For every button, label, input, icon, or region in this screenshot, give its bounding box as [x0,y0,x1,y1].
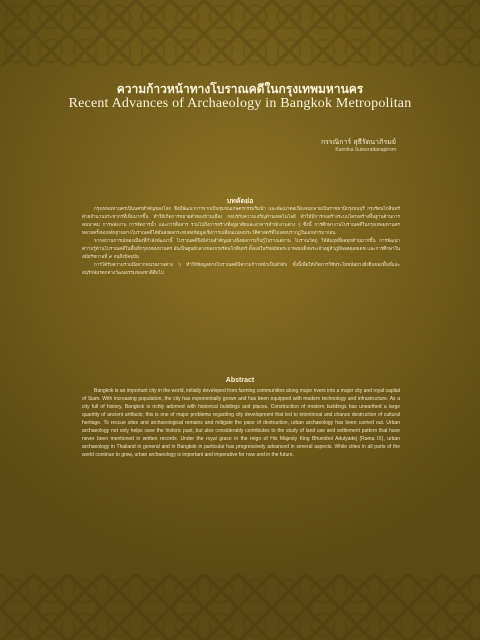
abstract-english-body [82,387,400,505]
abstract-thai-paragraph: การได้รับความร่วมมือจากหน่วยงานต่าง ๆ ทำให้ข้อมูลทางโบราณคดีมีความก้าวหน้าเป็นลำดับ ทั้งนี้เพื่อให้เกิดการใช้ประโยชน์อย่างยั่งยืนของพื้นที่และอนุรักษ์มรดกทางวัฒนธรรมของชาติสืบไป [82,263,400,276]
author-thai: กรรณิการ์ สุธีรัตนาภิรมย์ [320,138,396,146]
title-thai: ความก้าวหน้าทางโบราณคดีในกรุงเทพมหานคร [116,82,364,96]
decorative-pattern-top [0,0,480,66]
abstract-thai-paragraph: กรุงเทพมหานครเป็นนครสำคัญของโลก ซึ่งมีพัฒนาการจากเป็นชุมชนเกษตรกรรมริมน้ำ และพัฒนาต่อเนื่องจนกลายเป็นราชธานีกรุงธนบุรี กรุงรัตนโกสินทร์ ด้วยจำนวนประชากรที่เพิ่มมากขึ้น ทำให้เกิดการขยายตัวของบ้านเมือง กอปรกับความเจริญด้านเทคโนโลยี ทำให้มีการก่อสร้างระบบโครงสร้างพื้นฐานด้านการคมนาคม การพลังงาน การจัดการน้ำ และการสื่อสาร รวมไปถึงการสร้างที่อยู่อาศัยและอาคารสำนักงานต่าง ๆ ซึ่งนี้ การศึกษางานโบราณคดีในกรุงเทพมหานครหลายครั้งพบหลักฐานทางโบราณคดีได้อันส่งผลกระทบต่อข้อมูลเชิงการเปลี่ยนแปลงประวัติศาสตร์ที่ไม่เคยปรากฏในเอกสารมาก่อน [82,207,400,236]
abstract-thai-heading: บทคัดย่อ [226,197,254,205]
abstract-thai-paragraph: จากสถานการณ์ของเมืองที่กำลังพัฒนานี้ โบราณคดีจึงมีส่วนสำคัญอย่างยิ่งต่อการเก็บกู้โบราณสถาน โบราณวัตถุ ให้สัมฤทธิ์ผลทุกด้านมากขึ้น การพัฒนาความรู้ด้านโบราณคดีในพื้นที่กรุงเทพมหานคร อันเป็นศูนย์กลางของกรุงรัตนโกสินทร์ ตั้งแต่ในรัชสมัยพระบาทสมเด็จพระเจ้าอยู่หัวภูมิพลอดุลยเดช และการศึกษาในสมัยรัชกาลที่ ๙ จนถึงปัจจุบัน [82,239,400,260]
author-english: Kannika Suteerattanapirom [335,147,396,153]
abstract-english-paragraph: Bangkok is an important city in the world, initially developed from farming communities along major rivers into a major city and royal capital of Siam. With increasing population, the city has exponentially grown and has been equipped with modern technology and infrastructure. As a city full of history, Bangkok is richly adorned with historical buildings and places. Construction of modern buildings has unearthed a large quantity of ancient artifacts; this is one of major problems regarding city development that led to intentional and chance destruction of cultural heritage. To rescue sites and archaeological remains and mitigate the pace of destruction, urban archaeology has been carried out. Urban archaeology not only helps save the historic past, but also considerably contributes to the study of land use and settlement pattern that have never been mentioned in written records. Under the royal grace in the reign of His Majesty King Bhumibol Adulyadej (Rama IX), urban archaeology in Thailand in general and in Bangkok in particular has progressively advanced in several aspects. While cities in all parts of the world continue to grow, urban archaeology is important and imperative for now and in the future. [82,388,400,458]
title-english: Recent Advances of Archaeology in Bangkok Metropolitan [68,96,412,111]
abstract-thai-body [82,206,400,366]
decorative-pattern-bottom [0,574,480,640]
abstract-english-heading: Abstract [225,377,255,384]
